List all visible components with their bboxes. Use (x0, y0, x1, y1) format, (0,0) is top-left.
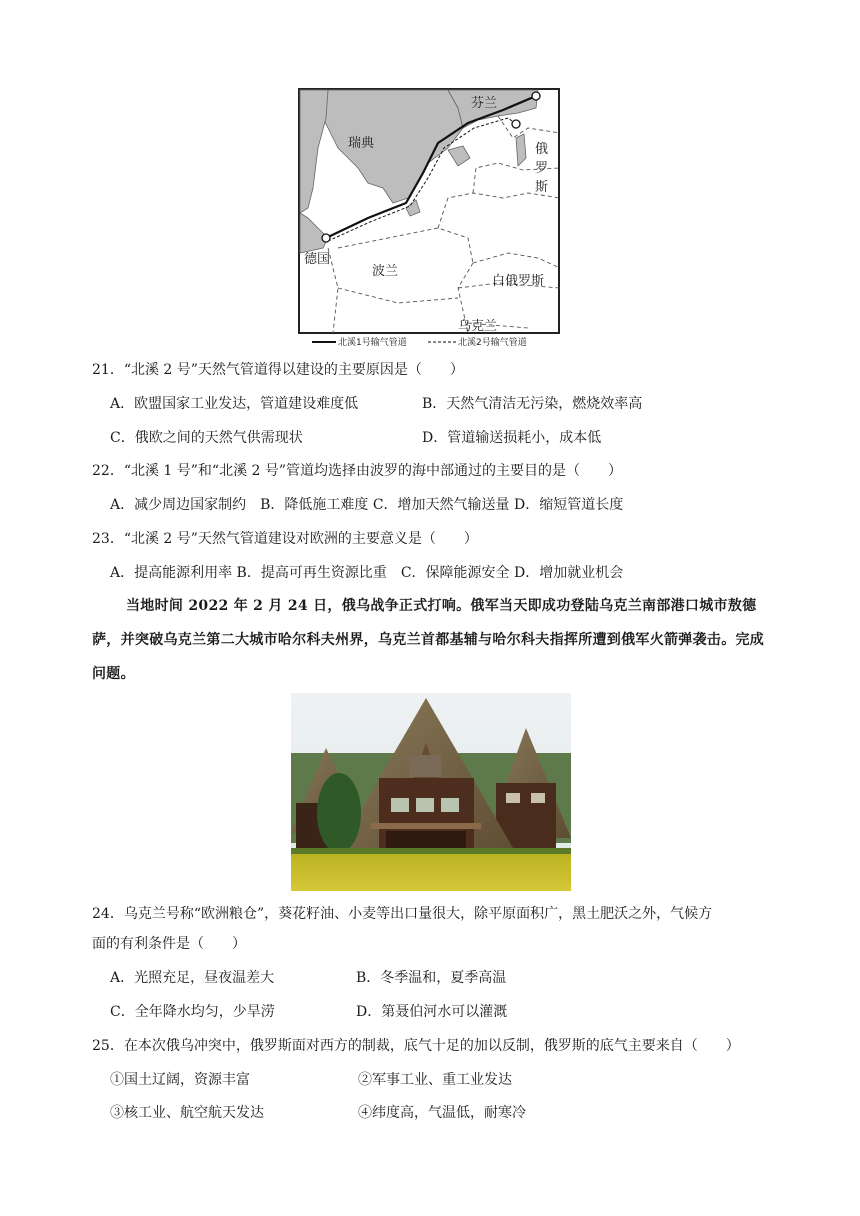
q21-option-c: C．俄欧之间的天然气供需现状 (110, 430, 303, 446)
map-graphic (298, 88, 560, 334)
q24-stem-line2: 面的有利条件是（ ） (92, 936, 246, 952)
label-germany: 德国 (304, 252, 331, 267)
legend-ns1: 北溪1号输气管道 (338, 338, 407, 348)
label-russia: 俄 罗 斯 (535, 142, 549, 195)
q25-item-1: ①国土辽阔，资源丰富 (110, 1072, 250, 1088)
label-finland: 芬兰 (471, 96, 498, 111)
passage: 当地时间 2022 年 2 月 24 日，俄乌战争正式打响。俄军当天即成功登陆乌克兰南部港口城市敖德萨，并突破乌克兰第二大城市哈尔科夫州界，乌克兰首都基辅与哈尔科夫指挥所遭到俄军火箭弹袭击。完成问题。 (92, 598, 765, 682)
label-poland: 波兰 (372, 264, 399, 279)
q25-stem: 25．在本次俄乌冲突中，俄罗斯面对西方的制裁，底气十足的加以反制，俄罗斯的底气主要来自（ ） (92, 1038, 740, 1054)
label-ukraine: 乌克兰 (458, 319, 498, 334)
q24-option-b: B．冬季温和，夏季高温 (356, 970, 507, 986)
q22-stem: 22．“北溪 1 号”和“北溪 2 号”管道均选择由波罗的海中部通过的主要目的是（ ） (92, 463, 623, 479)
legend-ns2: 北溪2号输气管道 (458, 338, 527, 348)
q24-option-d: D．第聂伯河水可以灌溉 (356, 1004, 508, 1020)
thatched-house-photo (291, 693, 571, 891)
q25-item-3: ③核工业、航空航天发达 (110, 1105, 264, 1121)
q25-item-4: ④纬度高，气温低，耐寒冷 (358, 1105, 526, 1121)
q21-option-b: B．天然气清洁无污染，燃烧效率高 (422, 396, 643, 412)
label-sweden: 瑞典 (348, 136, 375, 151)
pipeline-map (298, 88, 560, 334)
q23-stem: 23．“北溪 2 号”天然气管道建设对欧洲的主要意义是（ ） (92, 531, 478, 547)
q24-option-a: A．光照充足，昼夜温差大 (110, 970, 275, 986)
house-illustration (291, 693, 571, 891)
q23-options: A．提高能源利用率 B．提高可再生资源比重 C．保障能源安全 D．增加就业机会 (110, 565, 624, 581)
q21-option-a: A．欧盟国家工业发达，管道建设难度低 (110, 396, 359, 412)
q25-item-2: ②军事工业、重工业发达 (358, 1072, 512, 1088)
q24-option-c: C．全年降水均匀，少旱涝 (110, 1004, 275, 1020)
q21-option-d: D．管道输送损耗小，成本低 (422, 430, 602, 446)
map-legend (310, 335, 550, 349)
q22-options: A．减少周边国家制约 B．降低施工难度 C．增加天然气输送量 D．缩短管道长度 (110, 497, 624, 513)
q21-stem: 21．“北溪 2 号”天然气管道得以建设的主要原因是（ ） (92, 362, 464, 378)
label-belarus: 白俄罗斯 (492, 274, 545, 289)
q24-stem-line1: 24．乌克兰号称“欧洲粮仓”，葵花籽油、小麦等出口量很大，除平原面积广，黑土肥沃之外，气候方 (92, 906, 713, 922)
